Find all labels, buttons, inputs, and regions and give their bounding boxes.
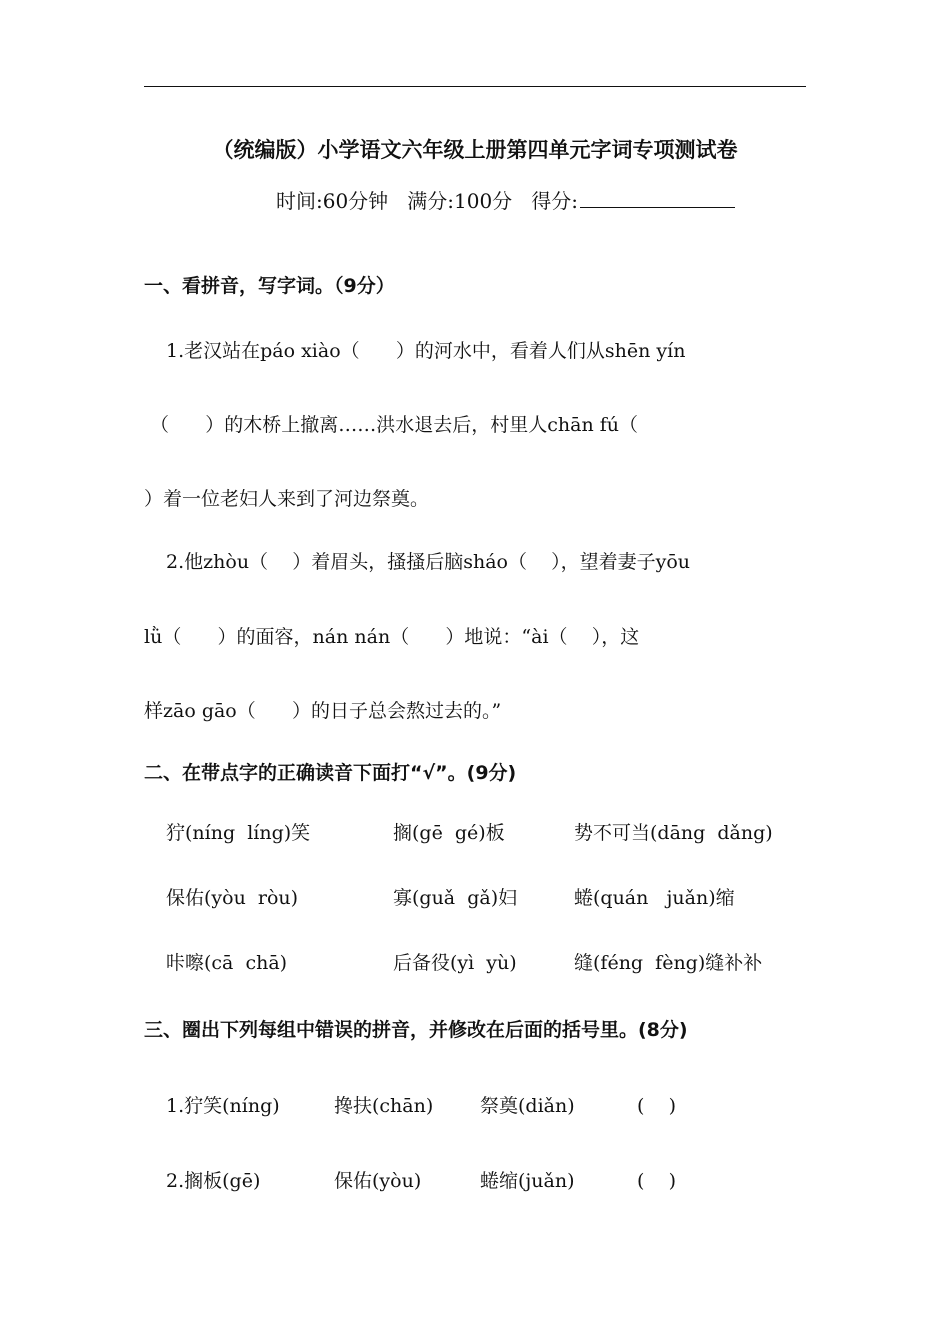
section3-item: 2.搁板(gē) xyxy=(166,1170,261,1192)
section3-item: 祭奠(diǎn) xyxy=(480,1095,575,1117)
section1-line-4: 2.他zhòu（ ）着眉头，搔搔后脑sháo（ ），望着妻子yōu xyxy=(166,551,691,573)
section2-item: 蜷(quán juǎn)缩 xyxy=(574,887,735,909)
section2-heading: 二、在带点字的正确读音下面打“√”。(9分) xyxy=(144,762,517,784)
section1-line-5: lǜ（ ）的面容，nán nán（ ）地说：“ài（ ），这 xyxy=(144,626,640,648)
section1-line-1: 1.老汉站在páo xiào（ ）的河水中，看着人们从shēn yín xyxy=(166,340,686,362)
section3-answer-bracket[interactable]: ( ) xyxy=(637,1095,676,1117)
section2-item: 缝(féng fèng)缝补补 xyxy=(574,952,763,974)
section2-item: 保佑(yòu ròu) xyxy=(166,887,299,909)
section1-line-2: （ ）的木桥上撤离……洪水退去后，村里人chān fú（ xyxy=(150,414,638,436)
section2-item: 寡(guǎ gǎ)妇 xyxy=(393,887,518,909)
section2-item: 搁(gē gé)板 xyxy=(393,822,505,844)
section2-item: 狞(níng líng)笑 xyxy=(166,822,311,844)
exam-meta xyxy=(276,188,735,214)
page-title: （统编版）小学语文六年级上册第四单元字词专项测试卷 xyxy=(212,138,738,162)
section2-item: 后备役(yì yù) xyxy=(393,952,517,974)
section3-item: 1.狞笑(níng) xyxy=(166,1095,280,1117)
section3-item: 搀扶(chān) xyxy=(334,1095,434,1117)
section2-item: 咔嚓(cā chā) xyxy=(166,952,288,974)
section3-item: 蜷缩(juǎn) xyxy=(480,1170,575,1192)
score-blank[interactable] xyxy=(580,189,735,208)
exam-meta-text: 时间:60分钟 满分:100分 得分: xyxy=(276,189,578,213)
header-rule xyxy=(144,86,806,87)
section3-item: 保佑(yòu) xyxy=(334,1170,422,1192)
section1-line-3: ）着一位老妇人来到了河边祭奠。 xyxy=(144,488,430,510)
section1-line-6: 样zāo gāo（ ）的日子总会熬过去的。” xyxy=(144,700,502,722)
section1-heading: 一、看拼音，写字词。（9分） xyxy=(144,275,395,297)
section2-item: 势不可当(dāng dǎng) xyxy=(574,822,773,844)
section3-answer-bracket[interactable]: ( ) xyxy=(637,1170,676,1192)
section3-heading: 三、圈出下列每组中错误的拼音，并修改在后面的括号里。(8分) xyxy=(144,1019,688,1041)
